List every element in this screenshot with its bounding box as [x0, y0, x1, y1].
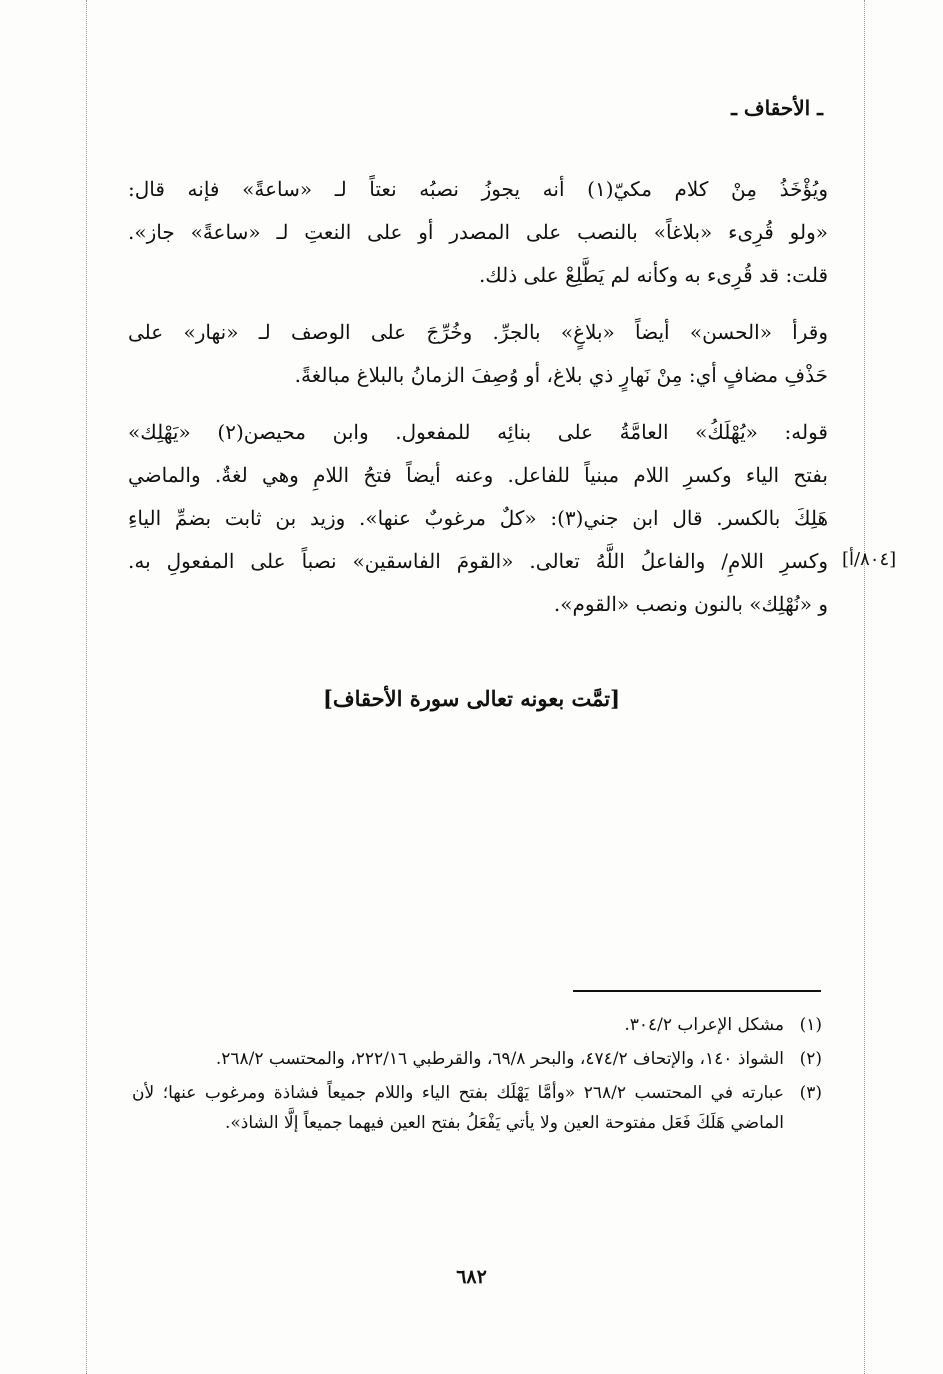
footnote-2 [132, 1044, 822, 1074]
footnote-text: مشكل الإعراب ٣٠٤/٢. [624, 1015, 784, 1035]
text-line: ويُؤْخَذُ مِنْ كلام مكيّ(١) أنه يجوزُ نصبُه نعتاً لـ «ساعةً» فإنه قال: [128, 177, 828, 201]
footnote-number: (٣) [799, 1083, 822, 1103]
paragraph-3 [128, 411, 828, 626]
footnote-number: (١) [799, 1015, 822, 1035]
text-line: و «نُهْلِك» بالنون ونصب «القوم». [553, 592, 828, 616]
text-line: حَذْفِ مضافٍ أي: مِنْ نَهارٍ ذي بلاغ، أو وُصِفَ الزمانُ بالبلاغ مبالغةً. [294, 363, 828, 387]
footnote-text: الشواذ ١٤٠، والإتحاف ٤٧٤/٢، والبحر ٦٩/٨، والقرطبي ٢٢٢/١٦، والمحتسب ٢٦٨/٢. [215, 1049, 784, 1069]
body-text [128, 168, 828, 640]
text-line: بفتح الياء وكسرِ اللام مبنياً للفاعل. وعنه أيضاً فتحُ اللامِ وهي لغةٌ. والماضي [128, 463, 828, 487]
running-header: ـ الأحقاف ـ [731, 96, 823, 120]
footnote-text: عبارته في المحتسب ٢٦٨/٢ «وأمَّا يَهْلَك بفتح الياء واللام جميعاً فشاذة ومرغوب عنها؛ لأن الماضي هَلَكَ فَعَل مفتوحة العين ولا يأتي يَفْعَلُ بفتح العين فيهما جميعاً إلَّا الشاذ». [132, 1083, 784, 1133]
text-line: وكسرِ اللامِ/ والفاعلُ اللَّهُ تعالى. «القومَ الفاسقين» نصباً على المفعولِ به. [128, 549, 828, 573]
text-line: قلت: قد قُرِىء به وكأنه لم يَطَّلِعْ على ذلك. [478, 263, 828, 287]
text-line: «ولو قُرِىء «بلاغاً» بالنصب على المصدر أو على النعتِ لـ «ساعةً» جاز». [128, 220, 828, 244]
footnote-separator [573, 990, 821, 992]
footnote-1 [132, 1010, 822, 1040]
paragraph-1 [128, 168, 828, 297]
footnote-3 [132, 1078, 822, 1138]
text-line: قوله: «يُهْلَكُ» العامَّةُ على بنائِه للمفعول. وابن محيصن(٢) «يَهْلِك» [128, 420, 828, 444]
paragraph-2 [128, 311, 828, 397]
text-line: هَلِكَ بالكسر. قال ابن جني(٣): «كلٌ مرغوبٌ عنها». وزيد بن ثابت بضمِّ الياءِ [128, 506, 828, 530]
footnote-number: (٢) [799, 1049, 822, 1069]
footnotes [132, 1010, 822, 1142]
manuscript-folio-marker: [٨٠٤/أ] [842, 549, 897, 570]
text-line: وقرأ «الحسن» أيضاً «بلاغٍ» بالجرِّ. وخُرِّجَ على الوصف لـ «نهار» على [128, 320, 828, 344]
page-number: ٦٨٢ [456, 1266, 487, 1288]
surah-closing-line: [تمَّت بعونه تعالى سورة الأحقاف] [322, 686, 621, 711]
